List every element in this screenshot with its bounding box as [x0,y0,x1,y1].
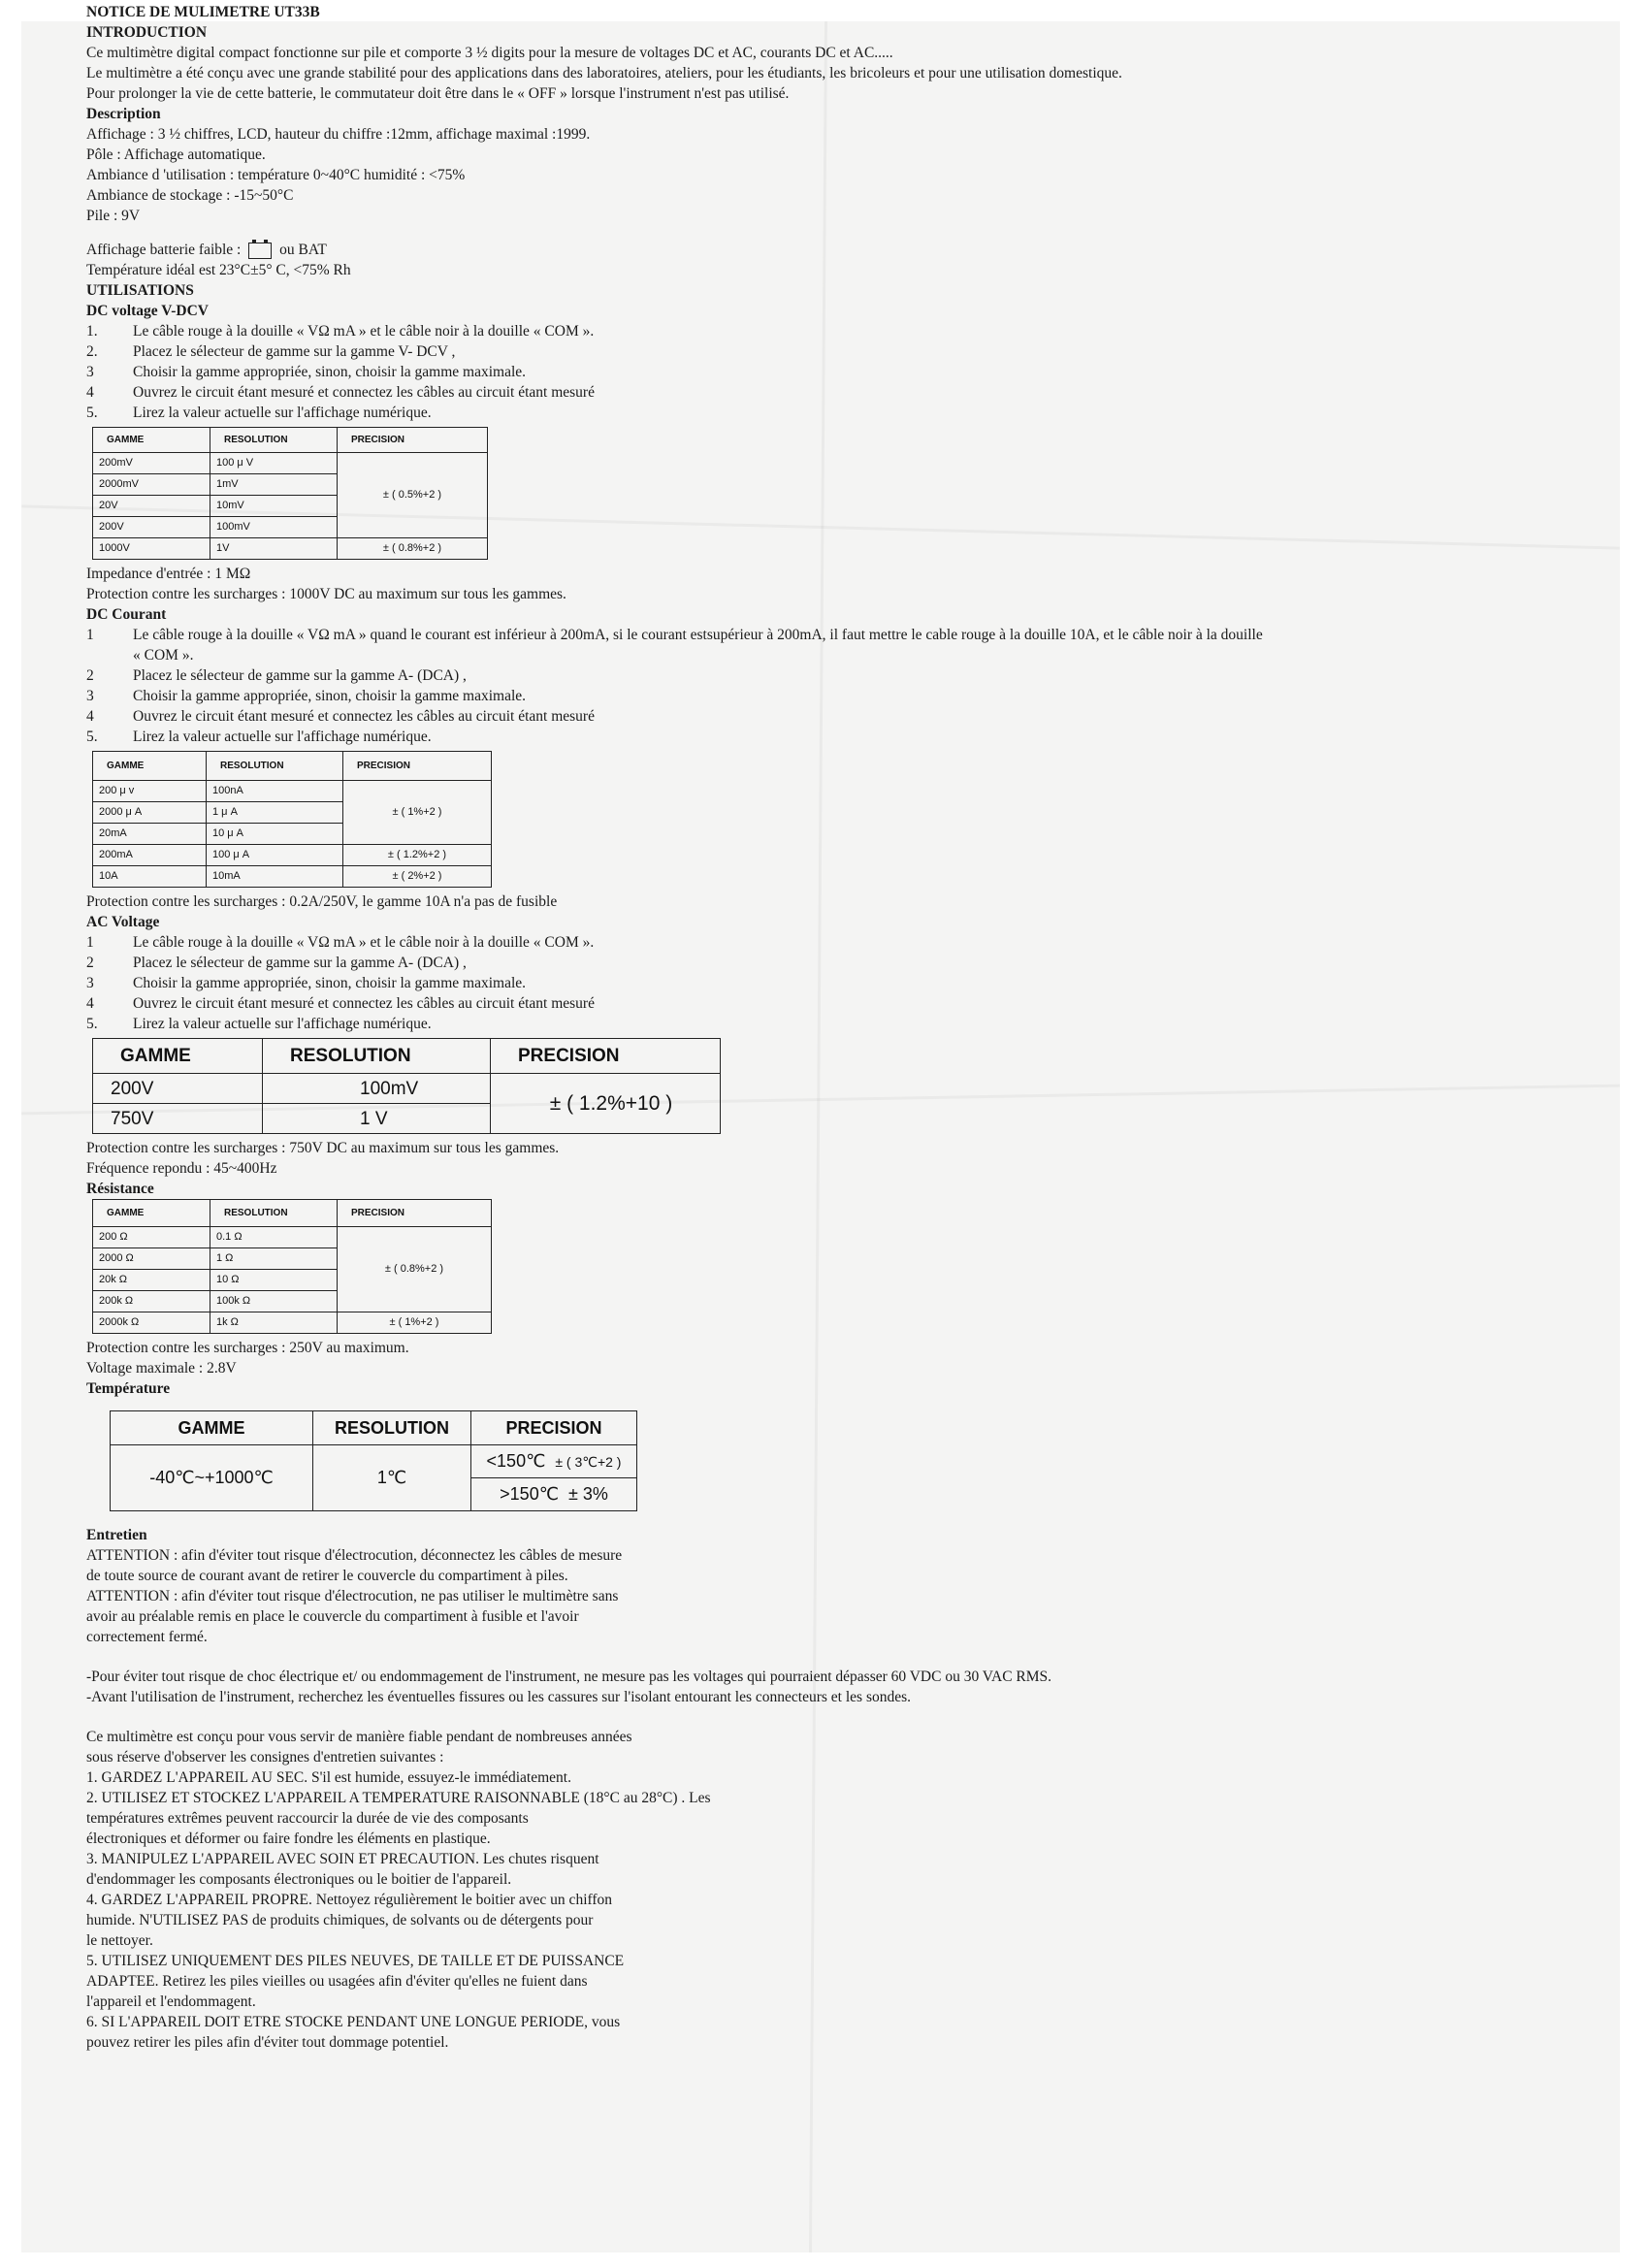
battery-icon [248,243,272,259]
table-cell: 10 μ A [207,824,343,845]
table-cell: >150℃ ± 3% [471,1478,637,1511]
dca-step: 3 Choisir la gamme appropriée, sinon, choisir la gamme maximale. [86,688,527,704]
table-cell: 10 Ω [210,1270,338,1291]
table-cell: 200 μ v [93,781,207,802]
table-header: RESOLUTION [210,1200,338,1227]
acv-step: 1 Le câble rouge à la douille « VΩ mA » et le câble noir à la douille « COM ». [86,934,595,951]
table-cell: ± ( 2%+2 ) [343,866,492,888]
attention-line: avoir au préalable remis en place le couvercle du compartiment à fusible et l'avoir [86,1608,579,1625]
table-cell: 10mV [210,496,338,517]
resistance-note: Protection contre les surcharges : 250V au maximum. [86,1340,409,1356]
table-cell: 10A [93,866,207,888]
table-cell: 100mV [210,517,338,538]
table-cell: 10mA [207,866,343,888]
dca-step: 5. Lirez la valeur actuelle sur l'affichage numérique. [86,729,432,745]
utilisations-heading: UTILISATIONS [86,282,194,299]
table-cell: ± ( 0.8%+2 ) [338,538,488,560]
table-cell: 20mA [93,824,207,845]
description-heading: Description [86,106,161,122]
table-cell: ± ( 1%+2 ) [338,1312,492,1334]
care-line: sous réserve d'observer les consignes d'entretien suivantes : [86,1749,444,1766]
table-cell: <150℃ ± ( 3℃+2 ) [471,1445,637,1478]
care-line: le nettoyer. [86,1932,153,1949]
table-cell: 100nA [207,781,343,802]
table-header: PRECISION [343,752,492,781]
table-cell: 200mA [93,845,207,866]
table-cell: 20V [93,496,210,517]
care-line: températures extrêmes peuvent raccourcir la durée de vie des composants [86,1810,529,1827]
battery-line [86,240,1600,260]
table-cell: 1V [210,538,338,560]
table-cell: 2000 Ω [93,1248,210,1270]
acv-step: 4 Ouvrez le circuit étant mesuré et connectez les câbles au circuit étant mesuré [86,995,595,1012]
dca-step: 2 Placez le sélecteur de gamme sur la gamme A- (DCA) , [86,667,467,684]
table-cell: 2000 μ A [93,802,207,824]
intro-line: Ce multimètre digital compact fonctionne sur pile et comporte 3 ½ digits pour la mesure de voltages DC et AC, courants DC et AC..... [86,45,893,61]
table-cell: ± ( 1%+2 ) [343,781,492,845]
table-cell: 1mV [210,474,338,496]
dca-heading: DC Courant [86,606,167,623]
dcv-step: 4 Ouvrez le circuit étant mesuré et connectez les câbles au circuit étant mesuré [86,384,595,401]
care-line: 6. SI L'APPAREIL DOIT ETRE STOCKE PENDANT UNE LONGUE PERIODE, vous [86,2014,621,2030]
table-header: GAMME [93,428,210,453]
battery-prefix: Affichage batterie faible : [86,242,242,258]
dca-step: 4 Ouvrez le circuit étant mesuré et connectez les câbles au circuit étant mesuré [86,708,595,725]
document-title: NOTICE DE MULIMETRE UT33B [86,4,320,20]
dca-step: 1 Le câble rouge à la douille « VΩ mA » quand le courant est inférieur à 200mA, si le courant estsupérieur à 200mA, il faut mettre le cable rouge à la douille 10A, et le câble noir à la douille [86,627,1263,643]
warning-line: -Pour éviter tout risque de choc électrique et/ ou endommagement de l'instrument, ne mesure pas les voltages qui pourraient dépasser 60 VDC ou 30 VAC RMS. [86,1669,1052,1685]
care-line: Ce multimètre est conçu pour vous servir de manière fiable pendant de nombreuses années [86,1729,632,1745]
dca-table [92,751,492,888]
acv-step: 3 Choisir la gamme appropriée, sinon, choisir la gamme maximale. [86,975,527,991]
attention-line: correctement fermé. [86,1629,208,1645]
intro-line: Pour prolonger la vie de cette batterie, le commutateur doit être dans le « OFF » lorsque l'instrument n'est pas utilisé. [86,85,790,102]
temperature-table [110,1410,637,1511]
acv-step: 2 Placez le sélecteur de gamme sur la gamme A- (DCA) , [86,955,467,971]
table-cell: 0.1 Ω [210,1227,338,1248]
table-cell: 100 μ V [210,453,338,474]
attention-line: ATTENTION : afin d'éviter tout risque d'électrocution, déconnectez les câbles de mesure [86,1547,623,1564]
table-cell: 200mV [93,453,210,474]
table-cell: 1000V [93,538,210,560]
table-header: PRECISION [471,1411,637,1445]
dcv-step: 5. Lirez la valeur actuelle sur l'affichage numérique. [86,405,432,421]
table-cell: 1 Ω [210,1248,338,1270]
table-header: GAMME [93,752,207,781]
temp-line: Température idéal est 23°C±5° C, <75% Rh [86,262,351,278]
care-line: l'appareil et l'endommagent. [86,1993,256,2010]
acv-table [92,1038,721,1134]
care-line: pouvez retirer les piles afin d'éviter tout dommage potentiel. [86,2034,449,2051]
table-cell: 750V [93,1104,263,1134]
care-line: ADAPTEE. Retirez les piles vieilles ou usagées afin d'éviter qu'elles ne fuient dans [86,1973,588,1990]
entretien-heading: Entretien [86,1527,147,1543]
care-line: électroniques et déformer ou faire fondre les éléments en plastique. [86,1831,491,1847]
table-header: PRECISION [491,1039,721,1074]
table-header: RESOLUTION [313,1411,471,1445]
description-line: Affichage : 3 ½ chiffres, LCD, hauteur du chiffre :12mm, affichage maximal :1999. [86,126,591,143]
care-line: 5. UTILISEZ UNIQUEMENT DES PILES NEUVES, DE TAILLE ET DE PUISSANCE [86,1953,625,1969]
description-line: Pôle : Affichage automatique. [86,146,266,163]
dcv-note: Protection contre les surcharges : 1000V DC au maximum sur tous les gammes. [86,586,566,602]
care-line: 1. GARDEZ L'APPAREIL AU SEC. S'il est humide, essuyez-le immédiatement. [86,1769,571,1786]
table-cell: 200k Ω [93,1291,210,1312]
table-cell: ± ( 1.2%+10 ) [491,1074,721,1134]
table-cell: ± ( 1.2%+2 ) [343,845,492,866]
table-cell: 200V [93,1074,263,1104]
table-cell: 100 μ A [207,845,343,866]
care-line: humide. N'UTILISEZ PAS de produits chimiques, de solvants ou de détergents pour [86,1912,594,1928]
table-cell: 1 V [263,1104,491,1134]
care-line: 3. MANIPULEZ L'APPAREIL AVEC SOIN ET PRECAUTION. Les chutes risquent [86,1851,599,1867]
table-header: GAMME [111,1411,313,1445]
table-header: PRECISION [338,428,488,453]
dcv-heading: DC voltage V-DCV [86,303,209,319]
table-cell: 1 μ A [207,802,343,824]
dca-note: Protection contre les surcharges : 0.2A/250V, le gamme 10A n'a pas de fusible [86,893,558,910]
care-line: d'endommager les composants électroniques ou le boitier de l'appareil. [86,1871,512,1888]
description-line: Pile : 9V [86,208,141,224]
table-cell: 200V [93,517,210,538]
care-line: 2. UTILISEZ ET STOCKEZ L'APPAREIL A TEMPERATURE RAISONNABLE (18°C au 28°C) . Les [86,1790,711,1806]
acv-heading: AC Voltage [86,914,160,930]
temperature-heading: Température [86,1380,171,1397]
dcv-step: 1. Le câble rouge à la douille « VΩ mA » et le câble noir à la douille « COM ». [86,323,595,340]
battery-suffix: ou BAT [279,242,327,258]
table-header: RESOLUTION [210,428,338,453]
resistance-heading: Résistance [86,1181,154,1197]
acv-note: Protection contre les surcharges : 750V DC au maximum sur tous les gammes. [86,1140,560,1156]
table-cell: 2000k Ω [93,1312,210,1334]
table-cell: 20k Ω [93,1270,210,1291]
table-cell: ± ( 0.5%+2 ) [338,453,488,538]
acv-step: 5. Lirez la valeur actuelle sur l'affichage numérique. [86,1016,432,1032]
table-cell: ± ( 0.8%+2 ) [338,1227,492,1312]
table-cell: 100mV [263,1074,491,1104]
dcv-table [92,427,488,560]
acv-note: Fréquence repondu : 45~400Hz [86,1160,277,1177]
table-cell: 1k Ω [210,1312,338,1334]
attention-line: ATTENTION : afin d'éviter tout risque d'électrocution, ne pas utiliser le multimètre sans [86,1588,619,1604]
dca-step: « COM ». [133,647,194,664]
table-cell: 2000mV [93,474,210,496]
table-header: PRECISION [338,1200,492,1227]
warning-line: -Avant l'utilisation de l'instrument, recherchez les éventuelles fissures ou les cassures sur l'isolant entourant les connecteurs et les sondes. [86,1689,912,1705]
dcv-step: 3 Choisir la gamme appropriée, sinon, choisir la gamme maximale. [86,364,527,380]
resistance-note: Voltage maximale : 2.8V [86,1360,237,1377]
description-line: Ambiance de stockage : -15~50°C [86,187,294,204]
attention-line: de toute source de courant avant de retirer le couvercle du compartiment à piles. [86,1568,568,1584]
table-header: RESOLUTION [207,752,343,781]
table-header: GAMME [93,1200,210,1227]
dcv-step: 2. Placez le sélecteur de gamme sur la gamme V- DCV , [86,343,456,360]
care-line: 4. GARDEZ L'APPAREIL PROPRE. Nettoyez régulièrement le boitier avec un chiffon [86,1892,613,1908]
table-cell: 200 Ω [93,1227,210,1248]
table-cell: 1℃ [313,1445,471,1511]
dcv-note: Impedance d'entrée : 1 MΩ [86,566,251,582]
table-header: GAMME [93,1039,263,1074]
table-cell: 100k Ω [210,1291,338,1312]
description-line: Ambiance d 'utilisation : température 0~40°C humidité : <75% [86,167,466,183]
table-cell: -40℃~+1000℃ [111,1445,313,1511]
table-header: RESOLUTION [263,1039,491,1074]
resistance-table [92,1199,492,1334]
document-body [86,0,1600,2053]
intro-line: Le multimètre a été conçu avec une grande stabilité pour des applications dans des laboratoires, ateliers, pour les étudiants, les bricoleurs et pour une utilisation domestique. [86,65,1122,81]
intro-heading: INTRODUCTION [86,24,208,41]
